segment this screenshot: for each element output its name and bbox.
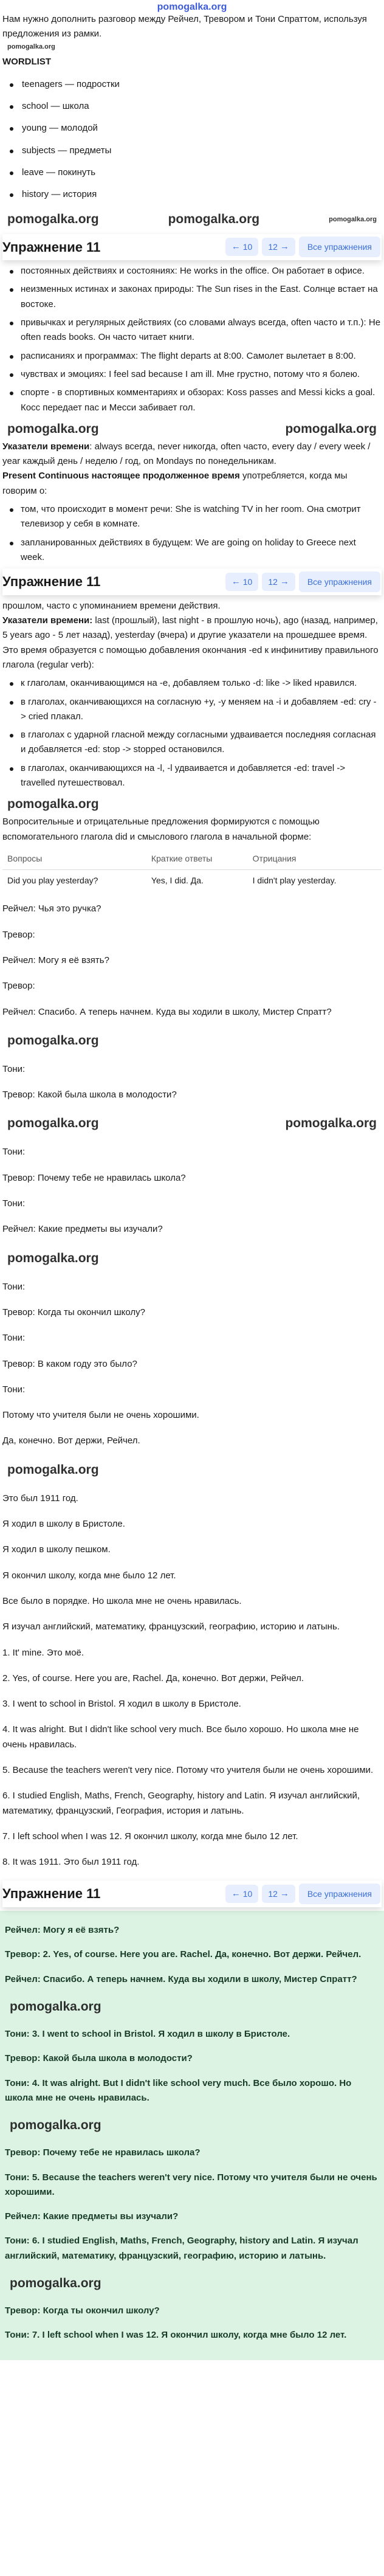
exercise-nav-bar [2,234,382,261]
rule-item: том, что происходит в момент речи: She is watching TV in her room. Она смотрит телевизор у себя в комнате. [7,502,382,532]
translation-line: Я изучал английский, математику, французский, географию, историю и латынь. [2,1621,340,1632]
full-dialog-line: Рейчел: Какие предметы вы изучали? [5,2211,179,2222]
wordlist-title: WORDLIST [2,57,51,67]
full-dialog-line: Рейчел: Могу я её взять? [5,1925,120,1936]
rule-item: постоянных действиях и состояниях: He works in the office. Он работает в офисе. [7,264,382,278]
arrow-left-icon: ← [231,576,241,587]
next-exercise-button[interactable] [262,1885,295,1903]
full-dialog-line: Тревор: Когда ты окончил школу? [5,2305,160,2316]
watermark: pomogalka.org [7,212,99,227]
translation-line: Я окончил школу, когда мне было 12 лет. [2,1570,176,1581]
watermark: pomogalka.org [285,421,377,436]
rule-item: расписаниях и программах: The flight departs at 8:00. Самолет вылетает в 8:00. [7,349,382,364]
answer-line: 8. It was 1911. Это был 1911 год. [2,1857,140,1868]
full-dialog-line: Тревор: Какой была школа в молодости? [5,2053,193,2064]
time-markers-text: : always всегда, never никогда, often часто, every day / every week / year каждый день / неделю / год, on Mondays по понедельникам. [2,441,371,467]
watermark: pomogalka.org [7,1033,99,1048]
prev-exercise-button[interactable] [225,238,258,256]
dialog-line: Тони: [2,1147,26,1158]
site-logo[interactable]: pomogalka.org [157,2,227,12]
watermark: pomogalka.org [7,421,99,436]
next-exercise-number: 12 [268,576,278,587]
dialog-line: Тони: [2,1333,26,1344]
watermark-row [5,2115,379,2136]
answer-line: 7. I left school when I was 12. Я окончил школу, когда мне было 12 лет. [2,1831,298,1842]
watermark-row [2,794,382,815]
full-dialog-line: Тони: 4. It was alright. But I didn't like school very much. Все было хорошо. Но школа мне не очень нравилась. [5,2077,352,2103]
present-continuous-list [2,502,382,565]
rule-item: в глаголах с ударной гласной между согласными удваивается последняя согласная и добавляется -ed: stop -> stopped остановился. [7,728,382,758]
watermark-row [2,419,382,440]
next-exercise-number: 12 [268,241,278,252]
full-dialog-line: Тони: 3. I went to school in Bristol. Я ходил в школу в Бристоле. [5,2029,290,2040]
wordlist-item: young — молодой [7,121,382,136]
past-simple-list [2,676,382,790]
past-simple-intro: прошлом, часто с упоминанием времени действия. [2,600,221,611]
watermark: pomogalka.org [168,212,260,227]
prev-exercise-number: 10 [242,1888,253,1899]
dialog-line: Тревор: Когда ты окончил школу? [2,1307,145,1317]
past-simple-section [2,599,382,891]
exercise-nav-bar [2,568,382,595]
time-markers [2,440,382,469]
dialog-line: Тревор: В каком году это было? [2,1358,137,1369]
table-cell: Yes, I did. Да. [151,875,204,885]
dialog-line: Рейчел: Спасибо. А теперь начнем. Куда вы ходили в школу, Мистер Спратт? [2,1006,332,1017]
table-header: Краткие ответы [146,848,248,869]
exercise-nav-bar [2,1880,382,1907]
pager [225,237,380,257]
next-exercise-button[interactable] [262,238,295,256]
dialog-line: Рейчел: Могу я её взять? [2,955,109,965]
rule-item: привычках и регулярных действиях (со словами always всегда, often часто и т.п.): He often reads books. Он часто читает книги. [7,316,382,345]
translation-line: Да, конечно. Вот держи, Рейчел. [2,1435,140,1446]
time-markers-label: Указатели времени [2,441,90,452]
arrow-right-icon: → [279,241,289,252]
arrow-left-icon: ← [231,241,241,252]
watermark-row [2,1460,382,1480]
past-time-markers [2,613,382,643]
answer-line: 4. It was alright. But I didn't like school very much. Все было хорошо. Но школа мне не очень нравилась. [2,1724,359,1750]
prev-exercise-number: 10 [242,241,253,252]
full-dialog-line: Рейчел: Спасибо. А теперь начнем. Куда вы ходили в школу, Мистер Спратт? [5,1973,357,1984]
past-time-markers-label: Указатели времени: [2,615,93,626]
watermark: pomogalka.org [7,43,55,50]
present-simple-section [2,264,382,565]
watermark: pomogalka.org [10,2000,101,2014]
present-continuous-label: Present Continuous настоящее продолженное время [2,471,240,482]
full-dialog-line: Тревор: 2. Yes, of course. Here you are. Rachel. Да, конечно. Вот держи. Рейчел. [5,1949,362,1960]
translation-line: Это был 1911 год. [2,1493,78,1504]
watermark-row [2,1031,382,1051]
dialog-line: Рейчел: Какие предметы вы изучали? [2,1224,163,1235]
watermark: pomogalka.org [285,1116,377,1131]
site-header [2,0,382,12]
next-exercise-button[interactable] [262,573,295,591]
arrow-right-icon: → [279,1888,289,1899]
translations-section [2,1408,382,1634]
translation-line: Потому что учителя были не очень хорошими. [2,1410,199,1421]
dialog-line: Тони: [2,1198,26,1209]
present-simple-list [2,264,382,415]
wordlist-item: leave — покинуть [7,165,382,180]
answers-section [2,1646,382,1870]
prev-exercise-number: 10 [242,576,253,587]
watermark-row [2,42,382,53]
wordlist-item: school — школа [7,99,382,114]
full-dialog-line: Тони: 6. I studied English, Maths, French, Geography, history and Latin. Я изучал английский, математику, французский, географию, историю и латынь. [5,2236,358,2261]
translation-line: Я ходил в школу пешком. [2,1544,111,1555]
rule-item: к глаголам, оканчивающимся на -e, добавляем только -d: like -> liked нравился. [7,676,382,691]
dialog-line: Рейчел: Чья это ручка? [2,903,101,914]
table-header: Отрицания [248,848,382,869]
intro-text: Нам нужно дополнить разговор между Рейчел, Тревором и Тони Спраттом, используя предложения из рамки. [2,14,367,40]
watermark-row [2,1248,382,1269]
grammar-table [2,848,382,891]
wordlist-item: subjects — предметы [7,143,382,158]
watermark: pomogalka.org [7,797,99,812]
watermark: pomogalka.org [10,2276,101,2290]
dialog-line: Тони: [2,1384,26,1395]
watermark-row [2,209,382,230]
table-cell: Did you play yesterday? [7,875,98,885]
watermark-row [5,1997,379,2017]
translation-line: Я ходил в школу в Бристоле. [2,1519,125,1530]
table-row [2,869,382,891]
arrow-left-icon: ← [231,1888,241,1899]
exercise-title: Упражнение 11 [2,574,101,590]
all-exercises-button[interactable]: Все упражнения [299,571,380,592]
rule-item: спорте - в спортивных комментариях и обзорах: Koss passes and Messi kicks a goal. Косс передает пас и Месси забивает гол. [7,385,382,415]
full-dialog-line: Тони: 5. Because the teachers weren't very nice. Потому что учителя были не очень хорошими. [5,2172,377,2197]
present-continuous-intro [2,469,382,499]
past-time-markers-text: last (прошлый), last night - в прошлую ночь), ago (назад, например, 5 years ago - 5 лет назад), yesterday (вчера) и другие указатели на прошедшее время. [2,615,378,641]
rule-item: неизменных истинах и законах природы: The Sun rises in the East. Солнце встает на востоке. [7,282,382,312]
full-dialog-line: Тони: 7. I left school when I was 12. Я окончил школу, когда мне было 12 лет. [5,2330,347,2341]
watermark: pomogalka.org [7,1251,99,1265]
exercise-title: Упражнение 11 [2,1886,101,1902]
all-exercises-button[interactable]: Все упражнения [299,1884,380,1904]
past-forming: Это время образуется с помощью добавления окончания -ed к инфинитиву правильного глагола (regular verb): [2,644,379,670]
all-exercises-button[interactable]: Все упражнения [299,237,380,257]
dialog-section [2,902,382,1397]
translation-line: Все было в порядке. Но школа мне не очень нравилась. [2,1595,242,1606]
pager [225,1884,380,1904]
wordlist [2,77,382,202]
answer-line: 5. Because the teachers weren't very nice. Потому что учителя были не очень хорошими. [2,1765,374,1775]
wordlist-item: history — история [7,187,382,202]
dialog-line: Тони: [2,1281,26,1292]
rule-item: запланированных действиях в будущем: We are going on holiday to Greece next week. [7,536,382,565]
dialog-line: Тревор: [2,929,35,940]
watermark-row [5,2273,379,2294]
exercise-title: Упражнение 11 [2,239,101,255]
questions-text: Вопросительные и отрицательные предложения формируются с помощью вспомогательного глагола did и смыслового глагола в начальной форме: [2,817,320,842]
rule-item: в глаголах, оканчивающихся на -l, -l удваивается и добавляется -ed: travel -> travelled путешествовал. [7,761,382,791]
dialog-line: Тревор: [2,981,35,992]
watermark: pomogalka.org [10,2118,101,2133]
full-dialog-answer [0,1911,384,2360]
next-exercise-number: 12 [268,1888,278,1899]
answer-line: 6. I studied English, Maths, French, Geography, history and Latin. Я изучал английский, математику, французский, География, история и латынь. [2,1790,360,1816]
answer-line: 3. I went to school in Bristol. Я ходил в школу в Бристоле. [2,1699,241,1710]
watermark-row [2,1113,382,1134]
pager [225,571,380,592]
answer-line: 1. It' mine. Это моё. [2,1647,84,1658]
rule-item: чувствах и эмоциях: I feel sad because I am ill. Мне грустно, потому что я болею. [7,367,382,382]
wordlist-item: teenagers — подростки [7,77,382,92]
intro-section [2,12,382,230]
prev-exercise-button[interactable] [225,573,258,591]
table-cell: I didn't play yesterday. [252,875,337,885]
arrow-right-icon: → [279,576,289,587]
dialog-line: Тревор: Почему тебе не нравилась школа? [2,1172,186,1183]
watermark: pomogalka.org [329,215,377,223]
watermark: pomogalka.org [7,1462,99,1477]
answer-line: 2. Yes, of course. Here you are, Rachel. Да, конечно. Вот держи, Рейчел. [2,1673,304,1683]
prev-exercise-button[interactable] [225,1885,258,1903]
table-header: Вопросы [2,848,146,869]
full-dialog-line: Тревор: Почему тебе не нравилась школа? [5,2147,201,2158]
rule-item: в глаголах, оканчивающихся на согласную +y, -y меняем на -i и добавляем -ed: cry -> cried плакал. [7,695,382,725]
dialog-line: Тревор: Какой была школа в молодости? [2,1089,177,1100]
dialog-line: Тони: [2,1063,26,1074]
watermark: pomogalka.org [7,1116,99,1131]
present-continuous-text: употребляется, когда мы говорим о: [2,471,348,496]
